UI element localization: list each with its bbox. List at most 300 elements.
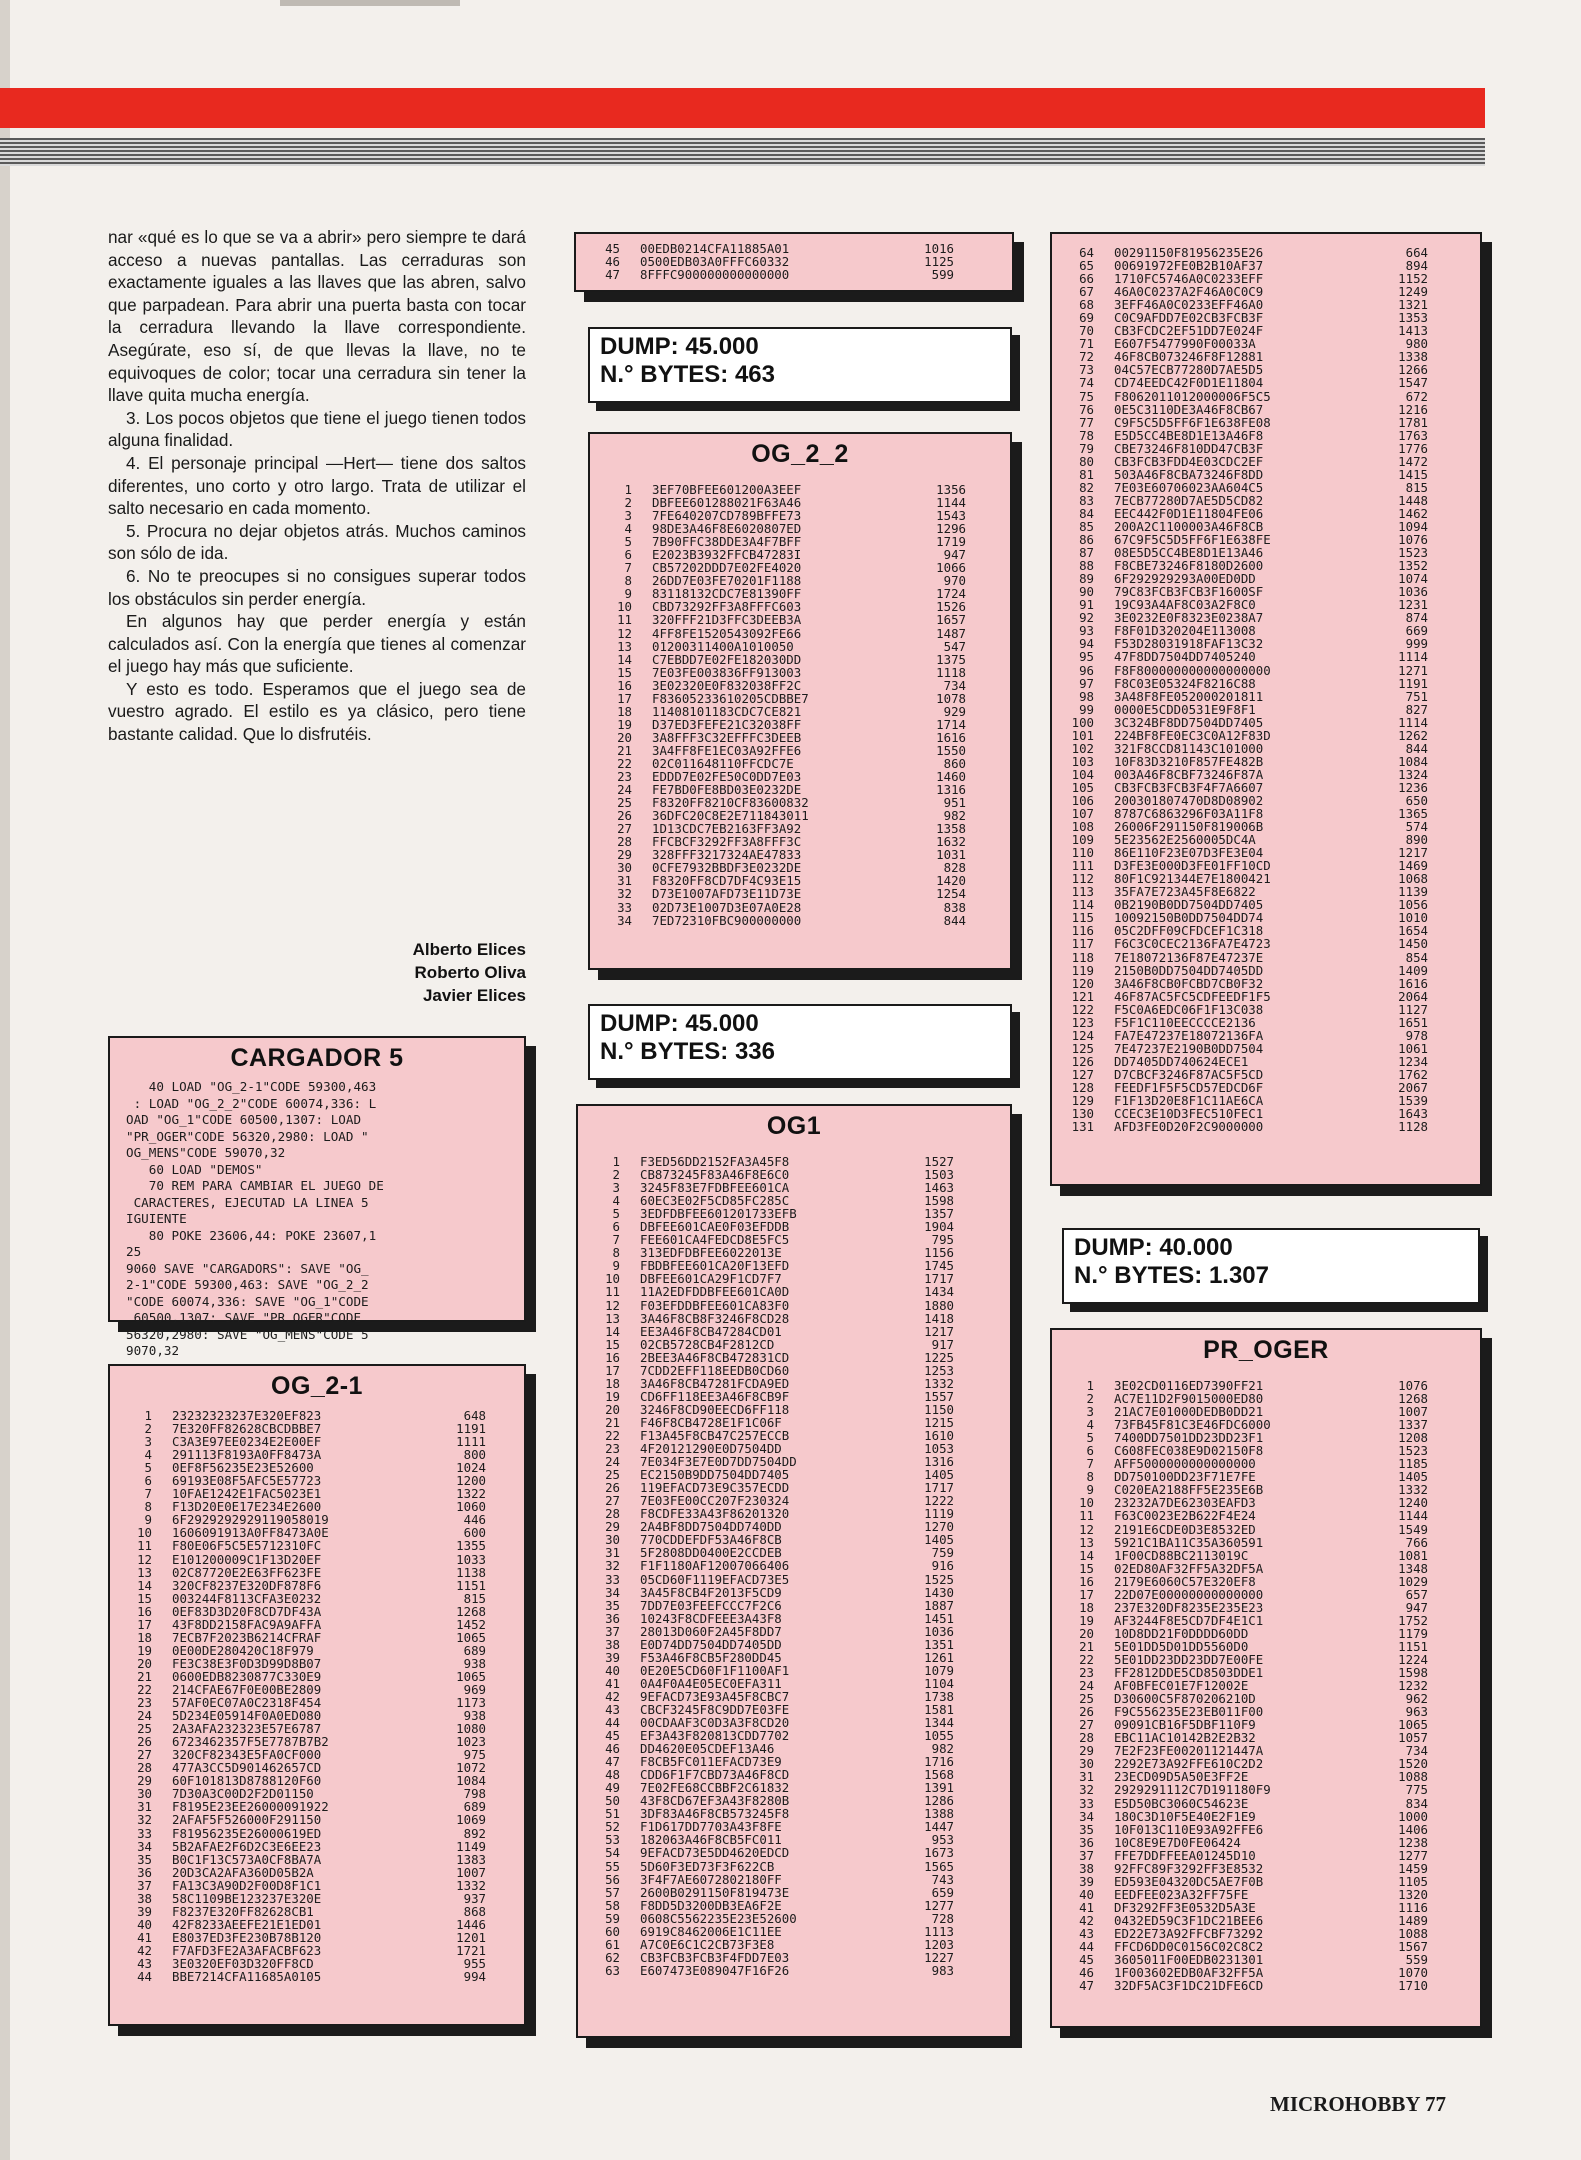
- line-number: 31: [605, 1545, 620, 1561]
- checksum: 1277: [924, 1897, 954, 1913]
- line-number: 42: [605, 1688, 620, 1704]
- hex-code: C0C9AFDD7E02CB3FCB3F: [1114, 310, 1264, 326]
- line-number: 43: [1079, 1925, 1094, 1941]
- checksum: 947: [943, 547, 966, 563]
- line-number: 21: [137, 1668, 152, 1684]
- hex-code: 477A3CC5D901462657CD: [172, 1760, 322, 1776]
- article-paragraph: 4. El personaje principal —Hert— tiene dos saltos diferentes, uno corto y otro largo. Trata de utilizar el salto necesario en cada momento.: [108, 452, 526, 519]
- line-number: 43: [137, 1955, 152, 1971]
- checksum: 1055: [924, 1728, 954, 1744]
- listing-row: [586, 1860, 1010, 1873]
- hex-code: CB3FCB3FCB3F4FDD7E03: [640, 1949, 790, 1965]
- hex-code: 1F003602EDB0AF32FF5A: [1114, 1965, 1264, 1981]
- hex-code: 02CB5728CB4F2812CD: [640, 1336, 775, 1352]
- checksum: 1719: [936, 534, 966, 550]
- line-number: 13: [605, 1310, 620, 1326]
- listing-row: [586, 1612, 1010, 1625]
- line-number: 15: [605, 1336, 620, 1352]
- checksum: 1332: [456, 1877, 486, 1893]
- hex-code: 5921C1BA11C35A360591: [1114, 1534, 1264, 1550]
- line-number: 13: [1079, 1534, 1094, 1550]
- hex-code: ED593E04320DC5AE7F0B: [1114, 1873, 1264, 1889]
- line-number: 130: [1071, 1106, 1094, 1122]
- listing-row: [118, 1944, 524, 1957]
- hex-code: CB57202DDD7E02FE4020: [652, 560, 802, 576]
- checksum: 980: [1405, 336, 1428, 352]
- listing-row: [1060, 390, 1480, 403]
- hex-code: F63C0023E2B622F4E24: [1114, 1508, 1256, 1524]
- line-number: 84: [1079, 505, 1094, 521]
- hex-code: 7E03FE003836FF913003: [652, 664, 802, 680]
- hex-code: 3A45F8CB4F2013F5CD9: [640, 1584, 782, 1600]
- hex-code: 7B90FFC38DDE3A4F7BFF: [652, 534, 802, 550]
- listing-row: [1060, 937, 1480, 950]
- line-number: 16: [605, 1349, 620, 1365]
- hex-code: 0A4F0A4E05EC0EFA311: [640, 1675, 782, 1691]
- hex-code: 00EDB0214CFA11885A01: [640, 241, 790, 256]
- hex-code: 5D60F3ED73F3F622CB: [640, 1858, 775, 1874]
- checksum: 1459: [1398, 1860, 1428, 1876]
- hex-code: F8320FF8210CF83600832: [652, 795, 809, 811]
- checksum: 1332: [924, 1375, 954, 1391]
- line-number: 104: [1071, 766, 1094, 782]
- hex-code: 0500EDB03A0FFFC60332: [640, 254, 790, 270]
- checksum: 834: [1405, 1795, 1428, 1811]
- hex-code: 003244F8113CFA3E0232: [172, 1590, 322, 1606]
- line-number: 39: [1079, 1873, 1094, 1889]
- hex-code: 43F8CD67EF3A43F8280B: [640, 1793, 790, 1809]
- checksum: 953: [931, 1832, 954, 1848]
- checksum: 1448: [1398, 492, 1428, 508]
- checksum: 1074: [1398, 571, 1428, 587]
- line-number: 80: [1079, 453, 1094, 469]
- header-red-stripe: [0, 88, 1485, 128]
- checksum: 1503: [924, 1167, 954, 1183]
- hex-code: 7DD7E03FEEFCCC7F2C6: [640, 1597, 782, 1613]
- listing-row: [586, 1964, 1010, 1977]
- checksum: 1316: [924, 1454, 954, 1470]
- hex-code: 0E20E5CD60F1F1100AF1: [640, 1662, 790, 1678]
- line-number: 108: [1071, 819, 1094, 835]
- line-number: 120: [1071, 975, 1094, 991]
- listing-row: [1060, 1862, 1480, 1875]
- checksum: 1222: [924, 1493, 954, 1509]
- line-number: 32: [605, 1558, 620, 1574]
- checksum: 1201: [456, 1929, 486, 1945]
- hex-code: DF3292FF3E0532D5A3E: [1114, 1899, 1256, 1915]
- checksum: 1234: [1398, 1053, 1428, 1069]
- checksum: 599: [931, 267, 954, 283]
- hex-code: 23232323237E320EF823: [172, 1408, 322, 1423]
- line-number: 2: [1086, 1391, 1094, 1407]
- hex-code: 20D3CA2AFA360D05B2A: [172, 1864, 314, 1880]
- checksum: 1415: [1398, 466, 1428, 482]
- checksum: 1114: [1398, 649, 1428, 665]
- line-number: 24: [1079, 1678, 1094, 1694]
- line-number: 95: [1079, 649, 1094, 665]
- line-number: 19: [137, 1642, 152, 1658]
- checksum: 1114: [1398, 714, 1428, 730]
- basic-line: 56320,2980: SAVE "OG_MENS"CODE 5: [126, 1326, 369, 1342]
- hex-code: C9F5C5D5FF6F1E638FE08: [1114, 414, 1271, 430]
- checksum: 1094: [1398, 518, 1428, 534]
- line-number: 76: [1079, 401, 1094, 417]
- checksum: 689: [463, 1799, 486, 1815]
- line-number: 18: [605, 1375, 620, 1391]
- listing-row: [586, 1599, 1010, 1612]
- hex-code: CD74EEDC42F0D1E11804: [1114, 375, 1264, 391]
- checksum: 1151: [1398, 1638, 1428, 1654]
- line-number: 114: [1071, 897, 1094, 913]
- line-number: 9: [144, 1512, 152, 1528]
- hex-code: F53A46F8CB5F280DD45: [640, 1649, 782, 1665]
- line-number: 12: [137, 1551, 152, 1567]
- listing-row: [1060, 742, 1480, 755]
- hex-code: 2191E6CDE0D3E8532ED: [1114, 1521, 1256, 1537]
- checksum: 1420: [936, 873, 966, 889]
- line-number: 30: [1079, 1756, 1094, 1772]
- line-number: 46: [605, 1741, 620, 1757]
- checksum: 664: [1405, 245, 1428, 260]
- hex-code: CBE73246F810DD47CB3F: [1114, 440, 1264, 456]
- hex-code: 73FB45F81C3E46FDC6000: [1114, 1417, 1271, 1433]
- checksum: 1716: [924, 1754, 954, 1770]
- hex-code: FFCBCF3292FF3A8FFF3C: [652, 834, 802, 850]
- listing-row: [1060, 468, 1480, 481]
- dump-bytes: N.° BYTES: 336: [600, 1038, 775, 1065]
- hex-code: 02ED80AF32FF5A32DF5A: [1114, 1560, 1264, 1576]
- hex-code: 0608C5562235E23E52600: [640, 1910, 797, 1926]
- listing-row: [1060, 1888, 1480, 1901]
- line-number: 31: [1079, 1769, 1094, 1785]
- hex-code: 05C2DFF09CFDCEF1C318: [1114, 923, 1264, 939]
- checksum: 1065: [456, 1668, 486, 1684]
- checksum: 978: [1405, 1027, 1428, 1043]
- hex-code: 180C3D10F5E40E2F1E9: [1114, 1808, 1256, 1824]
- checksum: 815: [463, 1590, 486, 1606]
- hex-code: 6919C8462006E1C11EE: [640, 1923, 782, 1939]
- line-number: 8: [144, 1499, 152, 1515]
- cargador-box: [108, 1036, 526, 1358]
- hex-code: 0000E5CDD0531E9F8F1: [1114, 701, 1256, 717]
- line-number: 105: [1071, 779, 1094, 795]
- listing-row: [1060, 703, 1480, 716]
- listing-row: [586, 1899, 1010, 1912]
- hex-code: 3246F8CD90EECD6FF118: [640, 1401, 790, 1417]
- line-number: 111: [1071, 858, 1094, 874]
- listing-row: [598, 914, 1010, 927]
- checksum: 844: [943, 912, 966, 928]
- listing-row: [586, 268, 1012, 281]
- checksum: 1598: [1398, 1665, 1428, 1681]
- checksum: 1088: [1398, 1925, 1428, 1941]
- line-number: 31: [617, 873, 632, 889]
- og21-box: [108, 1364, 526, 2026]
- listing-row: [586, 1873, 1010, 1886]
- hex-code: 3F4F7AE6072802180FF: [640, 1871, 782, 1887]
- hex-code: 5E01DD5D01DD5560D0: [1114, 1638, 1249, 1654]
- checksum: 1549: [1398, 1521, 1428, 1537]
- hex-code: F8F01D320204E113008: [1114, 623, 1256, 639]
- checksum: 1271: [1398, 662, 1428, 678]
- listing-row: [118, 1879, 524, 1892]
- line-number: 116: [1071, 923, 1094, 939]
- listing-row: [598, 718, 1010, 731]
- hex-code: CDD6F1F7CBD73A46F8CD: [640, 1767, 790, 1783]
- line-number: 96: [1079, 662, 1094, 678]
- hex-code: 02C87720E2E63FF623FE: [172, 1564, 322, 1580]
- prog-title: PR_OGER: [1203, 1336, 1329, 1364]
- hex-code: 320CF8237E320DF878F6: [172, 1577, 322, 1593]
- line-number: 14: [605, 1323, 620, 1339]
- listing-row: [118, 1539, 524, 1552]
- page-number: 77: [1424, 2092, 1446, 2116]
- listing-row: [118, 1970, 524, 1983]
- checksum: 1523: [1398, 1443, 1428, 1459]
- hex-code: DD4620E05CDEF13A46: [640, 1741, 775, 1757]
- checksum: 1215: [924, 1414, 954, 1430]
- checksum: 970: [943, 573, 966, 589]
- line-number: 29: [617, 847, 632, 863]
- line-number: 27: [1079, 1717, 1094, 1733]
- line-number: 93: [1079, 623, 1094, 639]
- line-number: 30: [137, 1786, 152, 1802]
- hex-code: 19C93A4AF8C03A2F8C0: [1114, 597, 1256, 613]
- hex-code: E101200009C1F13D20EF: [172, 1551, 322, 1567]
- line-number: 33: [617, 899, 632, 915]
- listing-row: [1060, 481, 1480, 494]
- og22-box: [588, 432, 1012, 970]
- line-number: 58: [605, 1897, 620, 1913]
- listing-row: [598, 627, 1010, 640]
- checksum: 1227: [924, 1949, 954, 1965]
- listing-row: [118, 1853, 524, 1866]
- hex-code: F8CBE73246F8180D2600: [1114, 558, 1264, 574]
- line-number: 123: [1071, 1014, 1094, 1030]
- hex-code: 2AFAF5F526000F291150: [172, 1812, 322, 1828]
- magazine-name: MICROHOBBY: [1270, 2092, 1420, 2116]
- hex-code: 9EFACD73E93A45F8CBC7: [640, 1688, 790, 1704]
- listing-row: [118, 1592, 524, 1605]
- checksum: 1191: [1398, 675, 1428, 691]
- line-number: 15: [617, 664, 632, 680]
- checksum: 1406: [1398, 1821, 1428, 1837]
- hex-code: 7E03E60706023AA604C5: [1114, 479, 1264, 495]
- line-number: 6: [624, 547, 632, 563]
- hex-code: 3E02CD0116ED7390FF21: [1114, 1378, 1264, 1393]
- dump-address: DUMP: 40.000: [1074, 1234, 1233, 1261]
- line-number: 24: [605, 1454, 620, 1470]
- basic-line: IGUIENTE: [126, 1211, 187, 1226]
- line-number: 52: [605, 1819, 620, 1835]
- hex-code: F8CB5FC011EFACD73E9: [640, 1754, 782, 1770]
- line-number: 106: [1071, 792, 1094, 808]
- checksum: 982: [943, 808, 966, 824]
- hex-code: CBD73292FF3A8FFFC603: [652, 599, 802, 615]
- line-number: 40: [137, 1916, 152, 1932]
- hex-code: EE3A46F8CB47284CD01: [640, 1323, 782, 1339]
- checksum: 999: [1405, 636, 1428, 652]
- checksum: 1520: [1398, 1756, 1428, 1772]
- listing-row: [118, 1618, 524, 1631]
- checksum: 689: [463, 1642, 486, 1658]
- listing-row: [586, 1299, 1010, 1312]
- checksum: 1151: [456, 1577, 486, 1593]
- checksum: 1358: [936, 821, 966, 837]
- checksum: 1286: [924, 1793, 954, 1809]
- hex-code: 320CF82343E5FA0CF000: [172, 1747, 322, 1763]
- hex-code: 503A46F8CBA73246F8DD: [1114, 466, 1264, 482]
- line-number: 37: [605, 1623, 620, 1639]
- checksum: 1651: [1398, 1014, 1428, 1030]
- checksum: 1060: [456, 1499, 486, 1515]
- checksum: 559: [1405, 1952, 1428, 1968]
- checksum: 1023: [456, 1734, 486, 1750]
- line-number: 45: [605, 241, 620, 256]
- hex-code: F7AFD3FE2A3AFACBF623: [172, 1942, 322, 1958]
- hex-code: 10FAE1242E1FAC5023E1: [172, 1486, 322, 1502]
- hex-code: CCEC3E10D3FEC510FEC1: [1114, 1106, 1264, 1122]
- checksum: 1543: [936, 508, 966, 524]
- hex-code: F8DD5D3200DB3EA6F2E: [640, 1897, 782, 1913]
- listing-row: [586, 1638, 1010, 1651]
- hex-code: 79C83FCB3FCB3F1600SF: [1114, 584, 1264, 600]
- hex-code: 2929291112C7D191180F9: [1114, 1782, 1271, 1798]
- author-name: Alberto Elices: [412, 940, 526, 959]
- checksum: 1024: [456, 1460, 486, 1476]
- checksum: 975: [463, 1747, 486, 1763]
- hex-code: F8F800000000000000000: [1114, 662, 1271, 678]
- line-number: 77: [1079, 414, 1094, 430]
- line-number: 128: [1071, 1080, 1094, 1095]
- line-number: 9: [612, 1258, 620, 1274]
- line-number: 107: [1071, 806, 1094, 822]
- hex-code: 2BEE3A46F8CB472831CD: [640, 1349, 790, 1365]
- line-number: 13: [617, 638, 632, 654]
- hex-code: 0EF83D3D20F8CD7DF43A: [172, 1603, 322, 1619]
- line-number: 50: [605, 1793, 620, 1809]
- line-number: 45: [605, 1728, 620, 1744]
- checksum: 1324: [1398, 766, 1428, 782]
- hex-code: F13A45F8CB47C257ECCB: [640, 1427, 790, 1443]
- line-number: 20: [1079, 1625, 1094, 1641]
- hex-code: 35FA7E723A45F8E6822: [1114, 884, 1256, 900]
- line-number: 57: [605, 1884, 620, 1900]
- hex-code: 23ECD09D5A50E3FF2E: [1114, 1769, 1249, 1785]
- line-number: 1: [612, 1154, 620, 1169]
- listing-row: [598, 653, 1010, 666]
- hex-code: 7CDD2EFF118EEDB0CD60: [640, 1362, 790, 1378]
- checksum: 1053: [924, 1441, 954, 1457]
- line-number: 48: [605, 1767, 620, 1783]
- line-number: 28: [617, 834, 632, 850]
- basic-line: 2-1"CODE 59300,463: SAVE "OG_2_2: [126, 1277, 369, 1292]
- checksum: 1105: [1398, 1873, 1428, 1889]
- line-number: 25: [605, 1467, 620, 1483]
- checksum: 1547: [1398, 375, 1428, 391]
- hex-code: 67C9F5C5D5FF6F1E638FE: [1114, 532, 1271, 548]
- hex-code: 2150B0DD7504DD7405DD: [1114, 962, 1264, 978]
- hex-code: 02C011648110FFCDC7E: [652, 755, 794, 771]
- line-number: 7: [144, 1486, 152, 1502]
- checksum: 1088: [1398, 1769, 1428, 1785]
- hex-code: 3C324BF8DD7504DD7405: [1114, 714, 1264, 730]
- author-name: Roberto Oliva: [414, 963, 526, 982]
- checksum: 1125: [924, 254, 954, 270]
- checksum: 1526: [936, 599, 966, 615]
- og21-tail-listing: [576, 242, 1012, 281]
- checksum: 937: [463, 1890, 486, 1906]
- checksum: 1472: [1398, 453, 1428, 469]
- hex-code: 21AC7E01000DEDB0DD21: [1114, 1404, 1264, 1420]
- hex-code: DD7405DD740624ECE1: [1114, 1053, 1249, 1069]
- hex-code: C608FEC038E9D02150F8: [1114, 1443, 1264, 1459]
- hex-code: 200301807470D8D08902: [1114, 792, 1264, 808]
- line-number: 38: [137, 1890, 152, 1906]
- line-number: 8: [1086, 1469, 1094, 1485]
- checksum: 1365: [1398, 806, 1428, 822]
- checksum: 1409: [1398, 962, 1428, 978]
- hex-code: EBC11AC10142B2E2B32: [1114, 1730, 1256, 1746]
- line-number: 110: [1071, 845, 1094, 861]
- checksum: 963: [1405, 1704, 1428, 1720]
- listing-row: [586, 1403, 1010, 1416]
- line-number: 41: [605, 1675, 620, 1691]
- checksum: 1375: [936, 651, 966, 667]
- listing-row: [1060, 1836, 1480, 1849]
- hex-code: 58C1109BE123237E320E: [172, 1890, 322, 1906]
- checksum: 1717: [924, 1271, 954, 1287]
- line-number: 85: [1079, 518, 1094, 534]
- listing-row: [1060, 990, 1480, 1003]
- line-number: 44: [137, 1969, 152, 1985]
- checksum: 1717: [924, 1480, 954, 1496]
- checksum: 1643: [1398, 1106, 1428, 1122]
- hex-code: B0C1F13C573A0CF8BA7A: [172, 1851, 322, 1867]
- checksum: 1353: [1398, 310, 1428, 326]
- listing-row: [118, 1657, 524, 1670]
- listing-row: [598, 887, 1010, 900]
- line-number: 30: [605, 1532, 620, 1548]
- listing-row: [586, 1312, 1010, 1325]
- hex-code: 22D07E00000000000000: [1114, 1586, 1264, 1602]
- hex-code: FA13C3A90D2F00D8F1C1: [172, 1877, 322, 1893]
- listing-row: [118, 1631, 524, 1644]
- line-number: 117: [1071, 936, 1094, 952]
- hex-code: 2A4BF8DD7504DD740DD: [640, 1519, 782, 1535]
- checksum: 1738: [924, 1688, 954, 1704]
- line-number: 16: [617, 677, 632, 693]
- hex-code: D30600C5F870206210D: [1114, 1691, 1256, 1707]
- line-number: 11: [1079, 1508, 1094, 1524]
- line-number: 98: [1079, 688, 1094, 704]
- line-number: 63: [605, 1962, 620, 1978]
- line-number: 3: [144, 1434, 152, 1450]
- line-number: 19: [1079, 1612, 1094, 1628]
- hex-code: E607473E089047F16F26: [640, 1962, 790, 1978]
- listing-row: [598, 731, 1010, 744]
- cargador-title: CARGADOR 5: [230, 1044, 404, 1072]
- hex-code: 313EDFDBFEE6022013E: [640, 1245, 782, 1261]
- basic-line: 9060 SAVE "CARGADORS": SAVE "OG_: [126, 1260, 369, 1276]
- checksum: 1525: [924, 1571, 954, 1587]
- hex-code: 6723462357F5E7787B7B2: [172, 1734, 329, 1750]
- checksum: 1065: [456, 1629, 486, 1645]
- line-number: 94: [1079, 636, 1094, 652]
- line-number: 9: [624, 586, 632, 602]
- hex-code: 0432ED59C3F1DC21BEE6: [1114, 1912, 1264, 1928]
- line-number: 53: [605, 1832, 620, 1848]
